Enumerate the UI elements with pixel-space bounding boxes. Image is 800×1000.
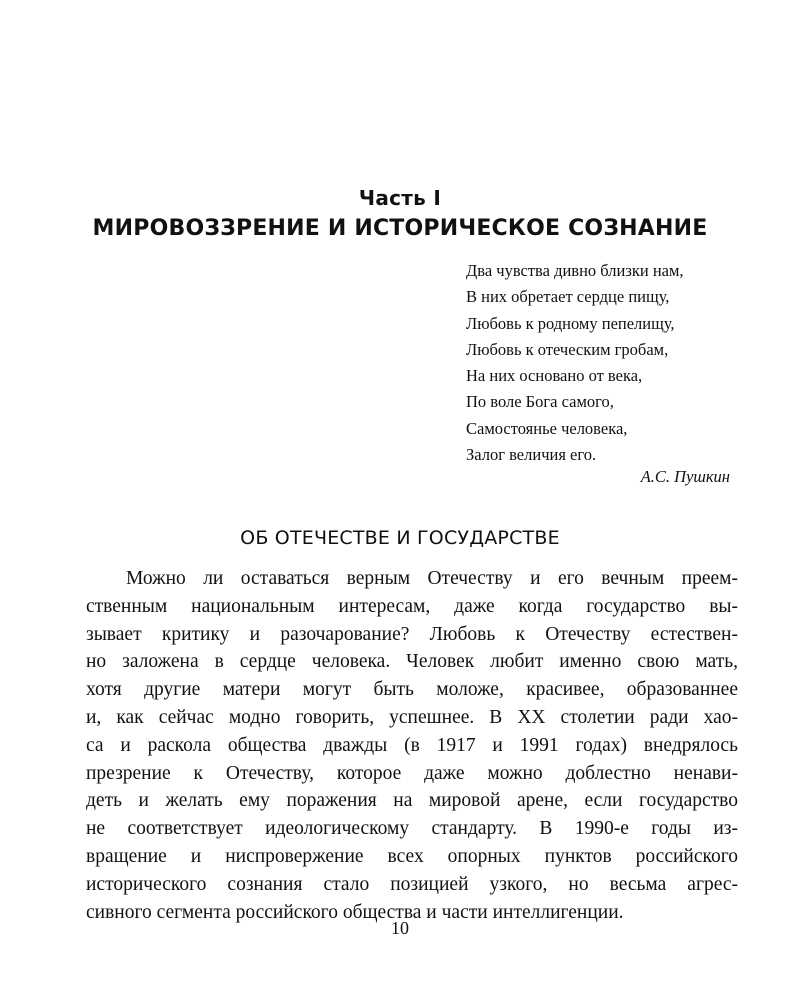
body-line: Можно ли оставаться верным Отечеству и его вечным преем- xyxy=(126,568,738,589)
body-line: презрение к Отечеству, которое даже можно доблестно ненави- xyxy=(86,762,738,784)
poem-line: Любовь к родному пепелищу, xyxy=(466,313,675,333)
poem-line: По воле Бога самого, xyxy=(466,392,614,412)
body-line: исторического сознания стало позицией узкого, но весьма агрес- xyxy=(86,873,738,895)
poem-line: Самостоянье человека, xyxy=(466,418,628,438)
main-title: МИРОВОЗЗРЕНИЕ И ИСТОРИЧЕСКОЕ СОЗНАНИЕ xyxy=(92,216,708,241)
body-line: са и раскола общества дважды (в 1917 и 1991 годах) внедрялось xyxy=(86,734,738,756)
body-line: сивного сегмента российского общества и части интеллигенции. xyxy=(86,901,624,923)
body-paragraph xyxy=(86,565,738,926)
section-title: ОБ ОТЕЧЕСТВЕ И ГОСУДАРСТВЕ xyxy=(240,527,560,549)
body-line: не соответствует идеологическому стандарту. В 1990-е годы из- xyxy=(86,818,738,840)
poem-line: Любовь к отеческим гробам, xyxy=(466,339,669,359)
epigraph-author: А.С. Пушкин xyxy=(640,467,730,486)
part-title: Часть I xyxy=(358,186,442,210)
body-line: зывает критику и разочарование? Любовь к Отечеству естествен- xyxy=(86,623,738,645)
page-number: 10 xyxy=(391,918,409,938)
body-line: ственным национальным интересам, даже когда государство вы- xyxy=(86,595,738,617)
body-line: но заложена в сердце человека. Человек любит именно свою мать, xyxy=(86,651,738,673)
poem-line: В них обретает сердце пищу, xyxy=(466,287,670,307)
epigraph-poem xyxy=(466,258,766,468)
poem-line: Два чувства дивно близки нам, xyxy=(466,261,684,280)
body-line: и, как сейчас модно говорить, успешнее. В XX столетии ради хао- xyxy=(86,706,738,728)
body-line: хотя другие матери могут быть моложе, красивее, образованнее xyxy=(86,679,738,701)
body-line: деть и желать ему поражения на мировой арене, если государство xyxy=(86,790,738,812)
body-line: вращение и ниспровержение всех опорных пунктов российского xyxy=(86,845,738,867)
poem-line: На них основано от века, xyxy=(466,366,643,386)
poem-line: Залог величия его. xyxy=(466,445,597,465)
